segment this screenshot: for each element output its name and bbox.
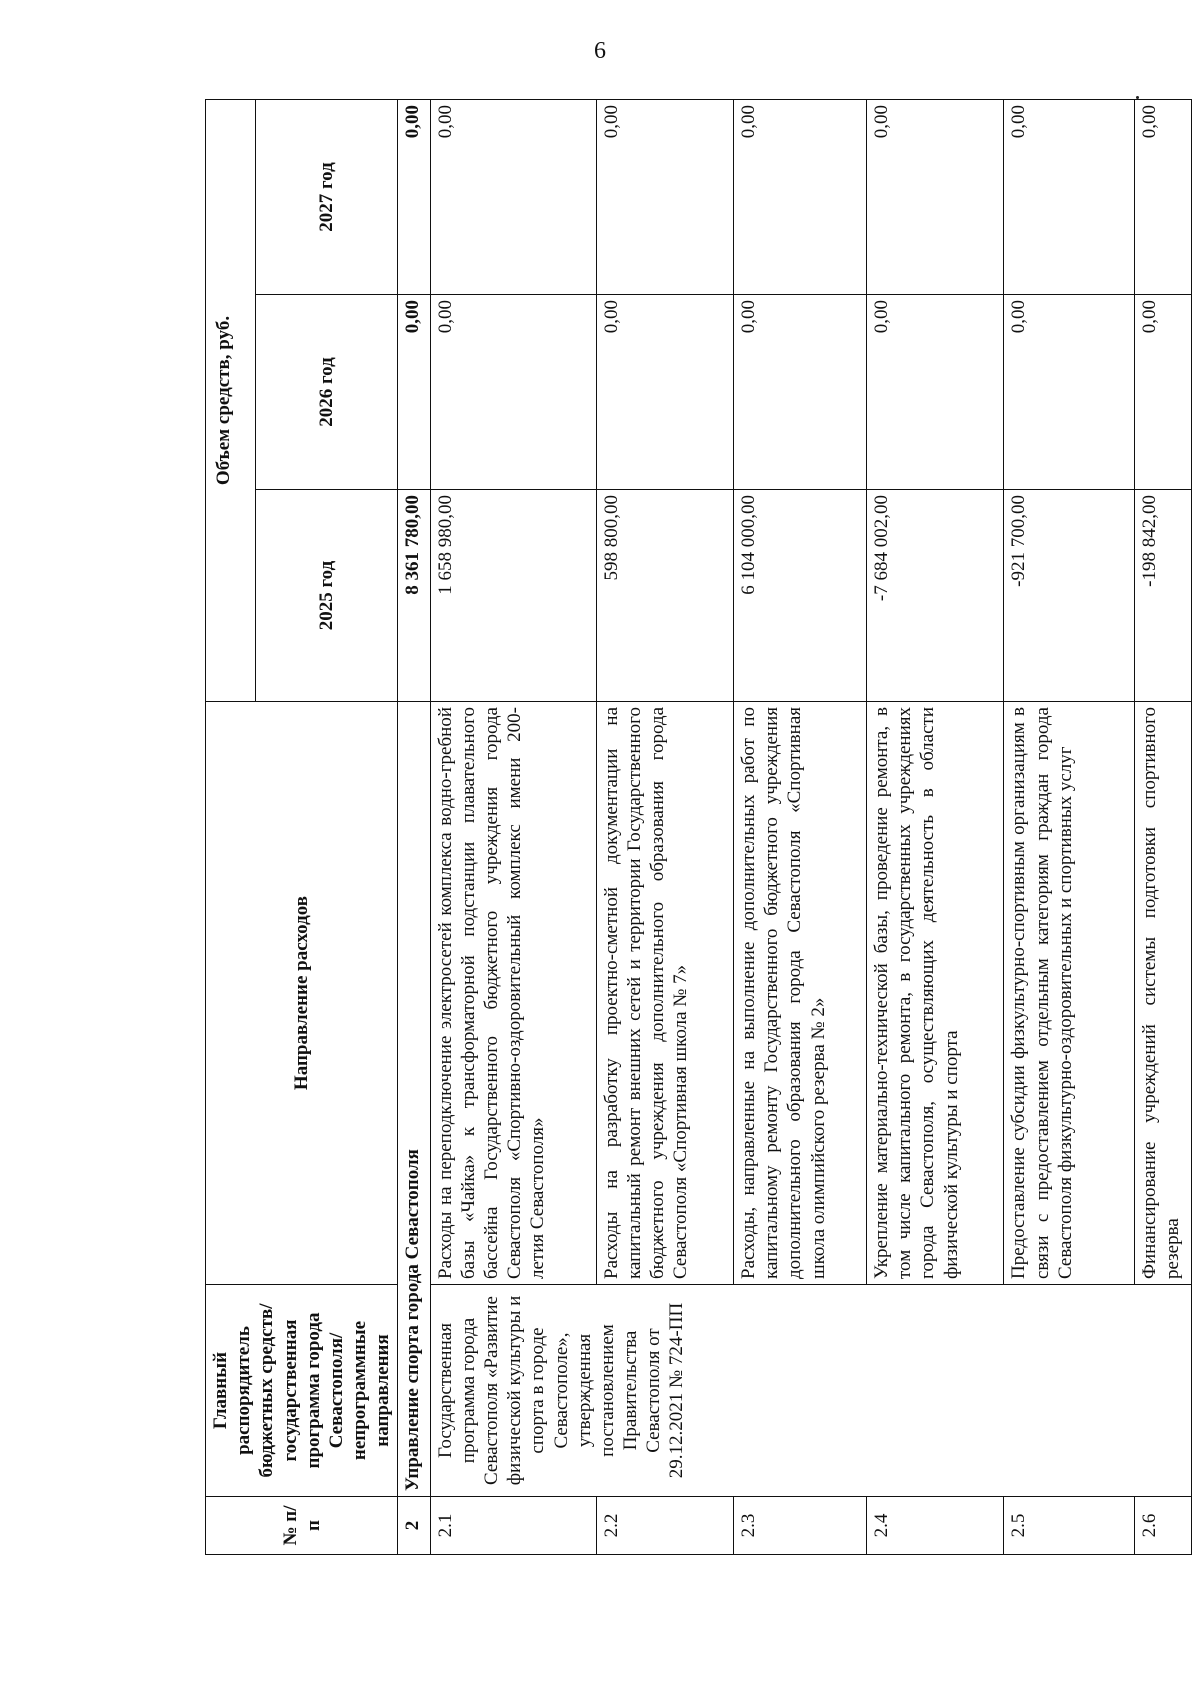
section-2027: 0,00 [398, 99, 430, 294]
row-2027: 0,00 [1135, 99, 1192, 294]
row-2026: 0,00 [734, 295, 867, 490]
row-num: 2.6 [1135, 1497, 1192, 1555]
section-2026: 0,00 [398, 295, 430, 490]
header-volume: Объем средств, руб. [206, 99, 256, 701]
rotated-table-container [205, 100, 1184, 1555]
program-cell: Государственная программа города Севастополя «Развитие физической культуры и спорта в городе Севастополе», утвержденная постановлением Правительства Севастополя от 29.12.2021 № 724-ПП [430, 1285, 1192, 1497]
row-num: 2.5 [1004, 1497, 1135, 1555]
row-2026: 0,00 [430, 295, 596, 490]
row-num: 2.3 [734, 1497, 867, 1555]
section-2025: 8 361 780,00 [398, 490, 430, 702]
section-title: Управление спорта города Севастополя [398, 702, 430, 1497]
row-2025: 598 800,00 [596, 490, 733, 702]
row-2027: 0,00 [430, 99, 596, 294]
row-direction: Финансирование учреждений системы подготовки спортивного резерва [1135, 702, 1192, 1285]
row-2027: 0,00 [596, 99, 733, 294]
row-2027: 0,00 [1004, 99, 1135, 294]
row-num: 2.4 [867, 1497, 1004, 1555]
row-2025: -198 842,00 [1135, 490, 1192, 702]
row-2026: 0,00 [867, 295, 1004, 490]
row-direction: Предоставление субсидии физкультурно-спортивным организациям в связи с предоставлением отдельным категориям граждан города Севастополя физкультурно-оздоровительных и спортивных услуг [1004, 702, 1135, 1285]
row-direction: Расходы на переподключение электросетей комплекса водно-гребной базы «Чайка» к трансформаторной подстанции плавательного бассейна Государственного бюджетного учреждения города Севастополя «Спортивно-оздоровительный комплекс имени 200-летия Севастополя» [430, 702, 596, 1285]
row-direction: Расходы, направленные на выполнение дополнительных работ по капитальному ремонту Государственного бюджетного учреждения дополнительного образования города Севастополя «Спортивная школа олимпийского резерва № 2» [734, 702, 867, 1285]
section-row [398, 99, 430, 1554]
row-num: 2.2 [596, 1497, 733, 1555]
row-2025: 6 104 000,00 [734, 490, 867, 702]
row-2025: -921 700,00 [1004, 490, 1135, 702]
header-direction: Направление расходов [206, 702, 398, 1285]
table-row [430, 99, 596, 1554]
budget-table [205, 99, 1192, 1555]
row-2026: 0,00 [1135, 295, 1192, 490]
header-2025: 2025 год [256, 490, 398, 702]
section-num: 2 [398, 1497, 430, 1555]
row-2027: 0,00 [867, 99, 1004, 294]
page-number: 6 [594, 38, 606, 64]
row-num: 2.1 [430, 1497, 596, 1555]
row-2026: 0,00 [596, 295, 733, 490]
header-num: № п/п [206, 1497, 398, 1555]
row-2025: -7 684 002,00 [867, 490, 1004, 702]
row-2026: 0,00 [1004, 295, 1135, 490]
row-direction: Расходы на разработку проектно-сметной документации на капитальный ремонт внешних сетей и территории Государственного бюджетного учреждения дополнительного образования города Севастополя «Спортивная школа № 7» [596, 702, 733, 1285]
row-2027: 0,00 [734, 99, 867, 294]
header-recipient: Главный распорядитель бюджетных средств/государственная программа города Севастополя/непрограммные направления [206, 1285, 398, 1497]
header-2027: 2027 год [256, 99, 398, 294]
header-2026: 2026 год [256, 295, 398, 490]
row-direction: Укрепление материально-технической базы, проведение ремонта, в том числе капитального ремонта, в государственных учреждениях города Севастополя, осуществляющих деятельность в области физической культуры и спорта [867, 702, 1004, 1285]
row-2025: 1 658 980,00 [430, 490, 596, 702]
